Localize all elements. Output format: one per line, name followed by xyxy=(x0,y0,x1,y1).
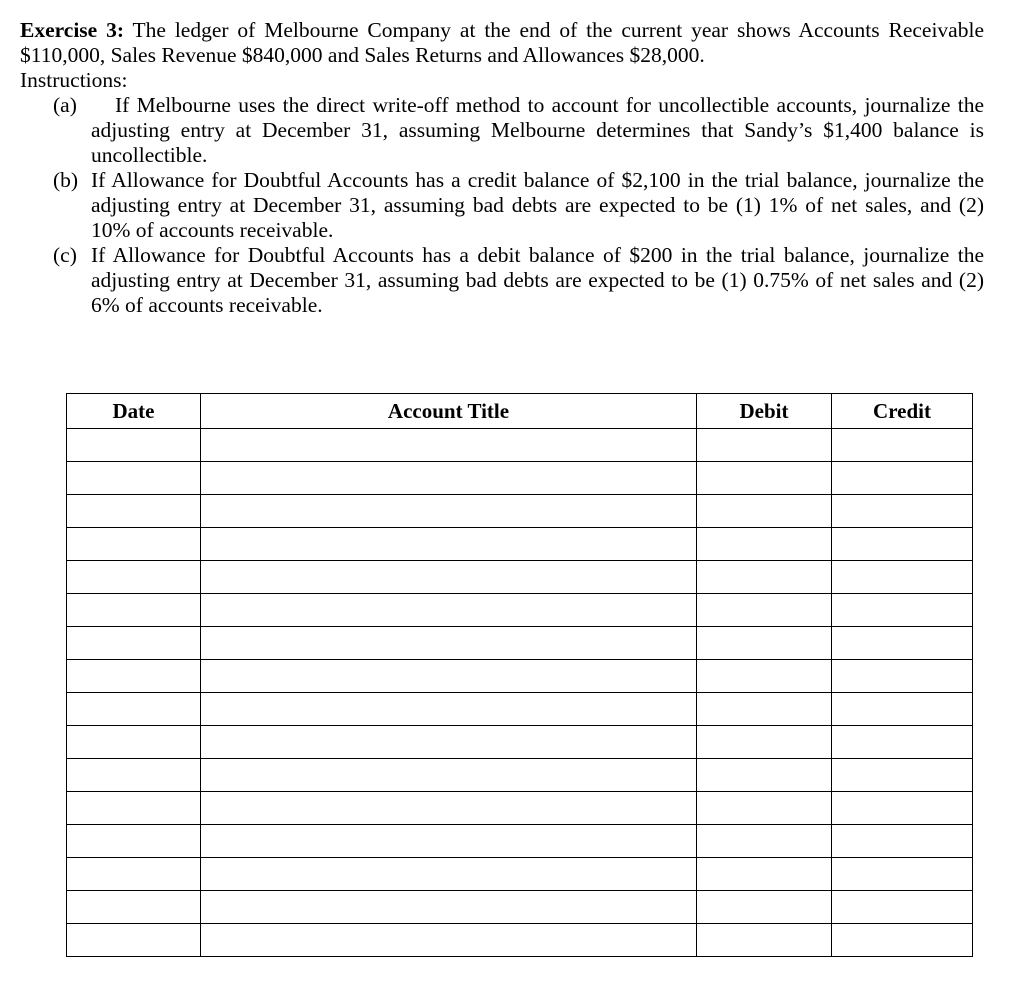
credit-cell[interactable] xyxy=(832,528,973,561)
account-title-cell[interactable] xyxy=(201,792,697,825)
account-title-cell[interactable] xyxy=(201,627,697,660)
date-cell[interactable] xyxy=(67,924,201,957)
header-date: Date xyxy=(67,394,201,429)
instruction-item-a xyxy=(53,93,984,168)
table-row xyxy=(67,891,973,924)
instruction-item-c xyxy=(53,243,984,318)
table-row xyxy=(67,792,973,825)
date-cell[interactable] xyxy=(67,594,201,627)
instructions-heading: Instructions: xyxy=(20,68,128,92)
table-row xyxy=(67,462,973,495)
account-title-cell[interactable] xyxy=(201,561,697,594)
date-cell[interactable] xyxy=(67,627,201,660)
table-row xyxy=(67,924,973,957)
table-row xyxy=(67,561,973,594)
header-debit: Debit xyxy=(697,394,832,429)
debit-cell[interactable] xyxy=(697,495,832,528)
credit-cell[interactable] xyxy=(832,429,973,462)
exercise-intro-text: The ledger of Melbourne Company at the end of the current year shows Accounts Receivable $110,000, Sales Revenue $840,000 and Sales Returns and Allowances $28,000. xyxy=(20,18,984,67)
debit-cell[interactable] xyxy=(697,858,832,891)
account-title-cell[interactable] xyxy=(201,825,697,858)
credit-cell[interactable] xyxy=(832,693,973,726)
credit-cell[interactable] xyxy=(832,726,973,759)
debit-cell[interactable] xyxy=(697,429,832,462)
table-row xyxy=(67,858,973,891)
account-title-cell[interactable] xyxy=(201,462,697,495)
debit-cell[interactable] xyxy=(697,660,832,693)
debit-cell[interactable] xyxy=(697,594,832,627)
item-marker-b: (b) xyxy=(53,168,79,192)
journal-body xyxy=(67,429,973,957)
date-cell[interactable] xyxy=(67,528,201,561)
item-text-c: If Allowance for Doubtful Accounts has a debit balance of $200 in the trial balance, journalize the adjusting entry at December 31, assuming bad debts are expected to be (1) 0.75% of net sales and (2) 6% of accounts receivable. xyxy=(91,243,984,317)
credit-cell[interactable] xyxy=(832,561,973,594)
credit-cell[interactable] xyxy=(832,660,973,693)
debit-cell[interactable] xyxy=(697,462,832,495)
item-text-a: If Melbourne uses the direct write-off method to account for uncollectible accounts, journalize the adjusting entry at December 31, assuming Melbourne determines that Sandy’s $1,400 balance is uncollectible. xyxy=(91,93,984,167)
credit-cell[interactable] xyxy=(832,594,973,627)
account-title-cell[interactable] xyxy=(201,528,697,561)
exercise-label: Exercise 3: xyxy=(20,18,125,42)
debit-cell[interactable] xyxy=(697,561,832,594)
table-row xyxy=(67,825,973,858)
credit-cell[interactable] xyxy=(832,858,973,891)
credit-cell[interactable] xyxy=(832,759,973,792)
account-title-cell[interactable] xyxy=(201,594,697,627)
table-row xyxy=(67,759,973,792)
credit-cell[interactable] xyxy=(832,495,973,528)
account-title-cell[interactable] xyxy=(201,759,697,792)
item-marker-c: (c) xyxy=(53,243,77,267)
account-title-cell[interactable] xyxy=(201,726,697,759)
journal-header-row xyxy=(67,394,973,429)
account-title-cell[interactable] xyxy=(201,891,697,924)
table-row xyxy=(67,660,973,693)
credit-cell[interactable] xyxy=(832,627,973,660)
instruction-item-b xyxy=(53,168,984,243)
credit-cell[interactable] xyxy=(832,462,973,495)
date-cell[interactable] xyxy=(67,792,201,825)
date-cell[interactable] xyxy=(67,825,201,858)
date-cell[interactable] xyxy=(67,462,201,495)
account-title-cell[interactable] xyxy=(201,495,697,528)
journal-table xyxy=(66,393,973,957)
item-marker-a: (a) xyxy=(53,93,77,117)
table-row xyxy=(67,726,973,759)
debit-cell[interactable] xyxy=(697,528,832,561)
date-cell[interactable] xyxy=(67,429,201,462)
account-title-cell[interactable] xyxy=(201,429,697,462)
table-row xyxy=(67,693,973,726)
date-cell[interactable] xyxy=(67,759,201,792)
credit-cell[interactable] xyxy=(832,924,973,957)
header-account-title: Account Title xyxy=(201,394,697,429)
account-title-cell[interactable] xyxy=(201,693,697,726)
date-cell[interactable] xyxy=(67,726,201,759)
exercise-text xyxy=(20,18,984,318)
date-cell[interactable] xyxy=(67,891,201,924)
table-row xyxy=(67,594,973,627)
debit-cell[interactable] xyxy=(697,825,832,858)
date-cell[interactable] xyxy=(67,495,201,528)
table-row xyxy=(67,627,973,660)
date-cell[interactable] xyxy=(67,858,201,891)
account-title-cell[interactable] xyxy=(201,924,697,957)
item-text-b: If Allowance for Doubtful Accounts has a credit balance of $2,100 in the trial balance, journalize the adjusting entry at December 31, assuming bad debts are expected to be (1) 1% of net sales, and (2) 10% of accounts receivable. xyxy=(91,168,984,242)
debit-cell[interactable] xyxy=(697,924,832,957)
account-title-cell[interactable] xyxy=(201,858,697,891)
debit-cell[interactable] xyxy=(697,627,832,660)
credit-cell[interactable] xyxy=(832,825,973,858)
debit-cell[interactable] xyxy=(697,726,832,759)
account-title-cell[interactable] xyxy=(201,660,697,693)
table-row xyxy=(67,429,973,462)
credit-cell[interactable] xyxy=(832,891,973,924)
date-cell[interactable] xyxy=(67,660,201,693)
table-row xyxy=(67,528,973,561)
exercise-intro xyxy=(20,18,984,68)
debit-cell[interactable] xyxy=(697,891,832,924)
header-credit: Credit xyxy=(832,394,973,429)
table-row xyxy=(67,495,973,528)
debit-cell[interactable] xyxy=(697,792,832,825)
date-cell[interactable] xyxy=(67,693,201,726)
date-cell[interactable] xyxy=(67,561,201,594)
credit-cell[interactable] xyxy=(832,792,973,825)
debit-cell[interactable] xyxy=(697,759,832,792)
debit-cell[interactable] xyxy=(697,693,832,726)
